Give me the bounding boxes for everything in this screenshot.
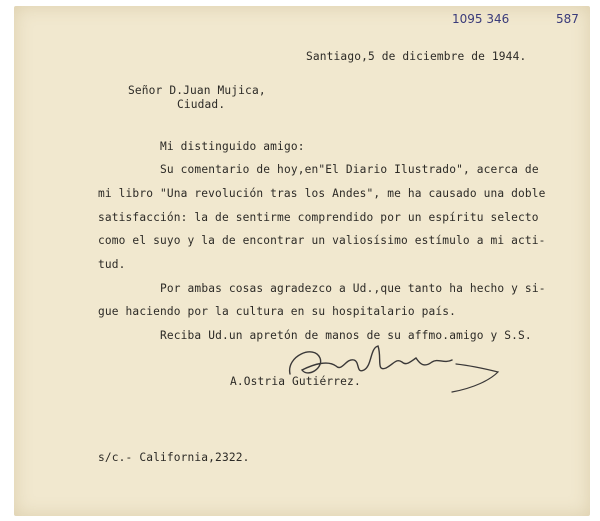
body-line: Su comentario de hoy,en"El Diario Ilustrado", acerca de [160, 163, 539, 176]
body-line: como el suyo y la de encontrar un valiosísimo estímulo a mi acti- [98, 234, 546, 247]
body-line: tud. [98, 258, 126, 271]
salutation: Mi distinguido amigo: [160, 140, 305, 153]
place-date: Santiago,5 de diciembre de 1944. [306, 50, 527, 63]
body-line: satisfacción: la de sentirme comprendido por un espíritu selecto [98, 211, 539, 224]
recipient-name: Señor D.Juan Mujica, [128, 84, 266, 97]
page-number-annotation: 587 [556, 12, 579, 26]
body-line: gue haciendo por la cultura en su hospitalario país. [98, 305, 457, 318]
body-line: Por ambas cosas agradezco a Ud.,que tanto ha hecho y si- [160, 282, 546, 295]
body-line: mi libro "Una revolución tras los Andes", me ha causado una doble [98, 187, 546, 200]
sender-address: s/c.- California,2322. [98, 451, 250, 464]
recipient-city: Ciudad. [177, 98, 226, 111]
closing-line: Reciba Ud.un apretón de manos de su affmo.amigo y S.S. [160, 329, 532, 342]
archive-number-annotation: 1095 346 [452, 12, 510, 26]
signature-name: A.Ostria Gutiérrez. [230, 375, 361, 388]
